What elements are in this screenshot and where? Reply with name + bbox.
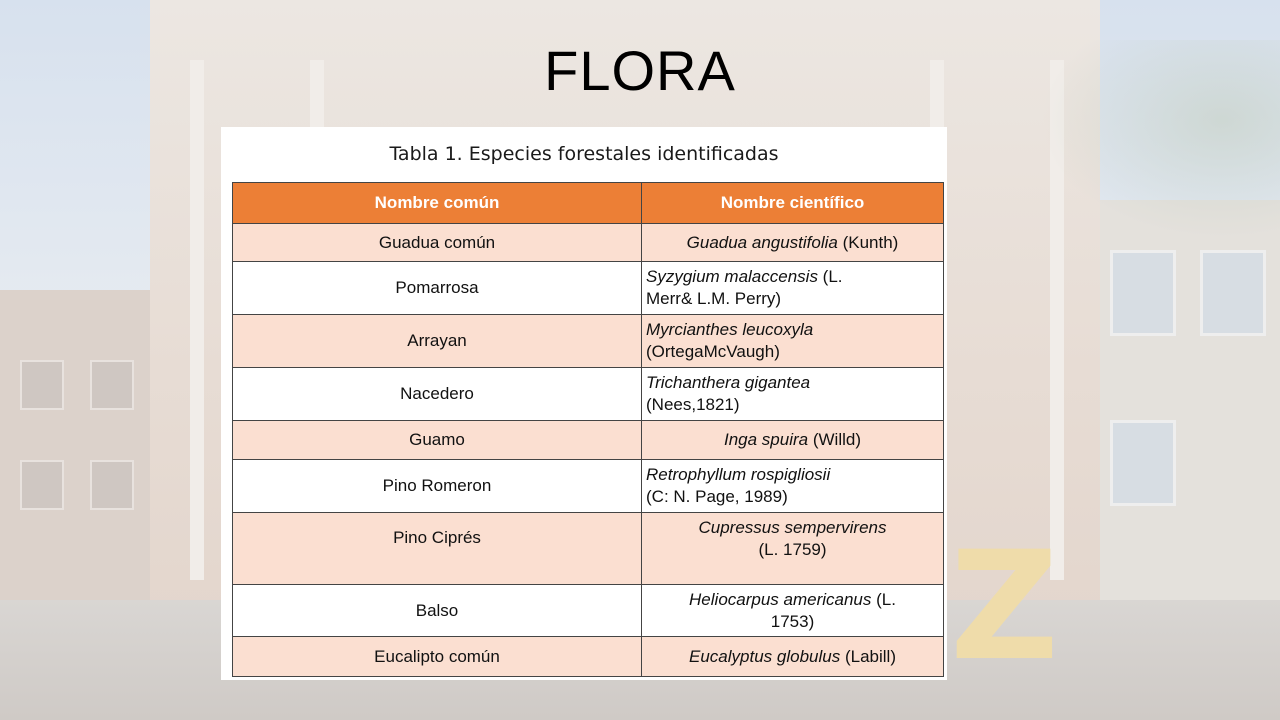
scientific-name-italic: Inga spuira [723,430,809,449]
scientific-name-cell [642,637,944,677]
species-table [232,182,944,677]
scientific-name-italic: Cupressus sempervirens [698,518,887,537]
table-row [233,421,944,460]
scientific-name-cell [642,315,944,368]
scientific-name-author: (Kunth) [837,232,899,252]
scientific-name-italic: Syzygium malaccensis [646,267,818,286]
scientific-name-author-line2: Merr& L.M. Perry) [646,289,782,308]
scientific-name-cell [642,368,944,421]
scientific-name-author-line2: (OrtegaMcVaugh) [646,342,780,361]
background-window [1110,250,1176,336]
scientific-name-author: (Willd) [808,430,861,449]
scientific-name-italic: Trichanthera gigantea [646,373,811,392]
common-name-cell: Guadua común [233,224,642,262]
background-column [190,60,204,580]
scientific-name-author: (L. [871,589,896,609]
common-name-cell: Nacedero [233,368,642,421]
common-name-cell: Pino Ciprés [233,513,642,585]
common-name-cell: Pino Romeron [233,460,642,513]
table-row [233,368,944,421]
scientific-name-cell [642,460,944,513]
header-scientific-name: Nombre científico [642,183,944,224]
table-row [233,262,944,315]
table-header-row [233,183,944,224]
scientific-name-italic: Heliocarpus americanus [689,589,872,609]
background-window [90,360,134,410]
scientific-name-author: (L. [817,267,843,286]
table-panel [221,127,947,680]
scientific-name-author-line2: (Nees,1821) [646,395,740,414]
scientific-name-cell [642,262,944,315]
scientific-name-italic: Eucalyptus globulus [689,646,841,666]
background-window [20,360,64,410]
background-window [1200,250,1266,336]
table-caption: Tabla 1. Especies forestales identificadas [389,143,779,165]
table-row [233,637,944,677]
common-name-cell: Arrayan [233,315,642,368]
background-window [1110,420,1176,506]
scientific-name-cell [642,585,944,637]
background-building-right [1100,200,1280,620]
common-name-cell: Guamo [233,421,642,460]
header-common-name: Nombre común [233,183,642,224]
scientific-name-italic: Guadua angustifolia [686,232,838,252]
table-row [233,315,944,368]
scientific-name-cell [642,224,944,262]
scientific-name-author-line2: (L. 1759) [758,540,827,559]
common-name-cell: Eucalipto común [233,637,642,677]
scientific-name-italic: Myrcianthes leucoxyla [646,320,814,339]
scientific-name-italic: Retrophyllum rospigliosii [646,465,831,484]
common-name-cell: Balso [233,585,642,637]
scientific-name-cell [642,421,944,460]
background-sculpture-letter: Z [950,520,1059,694]
slide-title: FLORA [544,39,736,102]
table-row [233,585,944,637]
table-row [233,460,944,513]
background-window [90,460,134,510]
scientific-name-author-line2: (C: N. Page, 1989) [646,487,788,506]
table-row [233,224,944,262]
scientific-name-cell [642,513,944,585]
background-window [20,460,64,510]
scientific-name-author: (Labill) [840,646,896,666]
table-row [233,513,944,585]
scientific-name-author-line2: 1753) [770,611,815,631]
common-name-cell: Pomarrosa [233,262,642,315]
